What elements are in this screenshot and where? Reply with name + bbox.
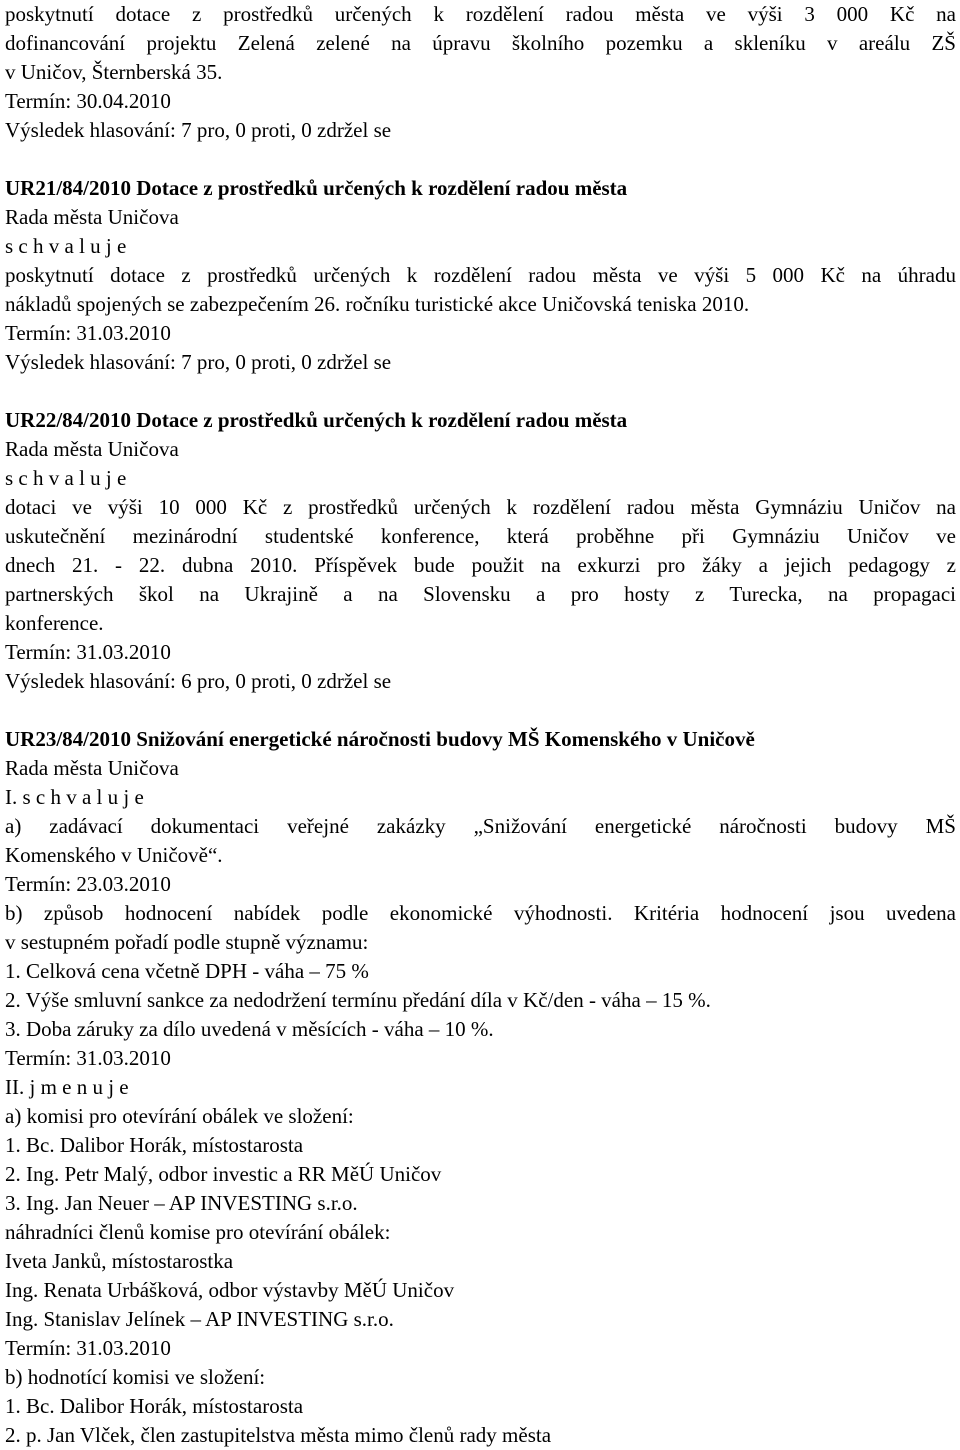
evaluator-member: 2. p. Jan Vlček, člen zastupitelstva města mimo členů rady města [5,1423,552,1447]
text-line: b) způsob hodnocení nabídek podle ekonomické výhodnosti. Kritéria hodnocení jsou uvedena [5,901,956,925]
text-line: dotaci ve výši 10 000 Kč z prostředků určených k rozdělení radou města Gymnáziu Uničov na [5,495,956,519]
text-line: dnech 21. - 22. dubna 2010. Příspěvek bude použit na exkurzi pro žáky a jejich pedagogy z [5,553,956,577]
text-line: nákladů spojených se zabezpečením 26. ročníku turistické akce Uničovská teniska 2010. [5,292,750,316]
term-line: Termín: 31.03.2010 [5,321,171,345]
text-line: v sestupném pořadí podle stupně významu: [5,930,369,954]
resolution-ur22 [5,406,956,696]
substitute-member: Ing. Renata Urbášková, odbor výstavby MěÚ Uničov [5,1278,455,1302]
vote-result: Výsledek hlasování: 7 pro, 0 proti, 0 zdržel se [5,118,392,142]
text-line: poskytnutí dotace z prostředků určených k rozdělení radou města ve výši 3 000 Kč na [5,2,956,26]
substitute-member: Iveta Janků, místostarostka [5,1249,234,1273]
spacer [5,145,956,174]
vote-result: Výsledek hlasování: 7 pro, 0 proti, 0 zdržel se [5,350,392,374]
text-line: uskutečnění mezinárodní studentské konference, která proběhne při Gymnáziu Uničov ve [5,524,956,548]
intro-section [5,0,956,145]
text-line: poskytnutí dotace z prostředků určených k rozdělení radou města ve výši 5 000 Kč na úhradu [5,263,956,287]
criteria-item: 2. Výše smluvní sankce za nedodržení termínu předání díla v Kč/den - váha – 15 %. [5,988,711,1012]
term-line: Termín: 30.04.2010 [5,89,171,113]
criteria-item: 3. Doba záruky za dílo uvedená v měsících - váha – 10 %. [5,1017,494,1041]
text-line: dofinancování projektu Zelená zelené na úpravu školního pozemku a skleníku v areálu ZŠ [5,31,956,55]
evaluator-member: 1. Bc. Dalibor Horák, místostarosta [5,1394,304,1418]
text-line: v Uničov, Šternberská 35. [5,60,223,84]
council-name: Rada města Uničova [5,205,179,229]
approves-label: I. s c h v a l u j e [5,785,144,809]
committee-heading: b) hodnotící komisi ve složení: [5,1365,266,1389]
term-line: Termín: 31.03.2010 [5,1046,171,1070]
vote-result: Výsledek hlasování: 6 pro, 0 proti, 0 zdržel se [5,669,392,693]
committee-member: 1. Bc. Dalibor Horák, místostarosta [5,1133,304,1157]
term-line: Termín: 31.03.2010 [5,640,171,664]
resolution-ur21 [5,174,956,377]
council-name: Rada města Uničova [5,756,179,780]
approves-label: s c h v a l u j e [5,234,127,258]
resolution-ur23 [5,725,956,1450]
text-line: konference. [5,611,104,635]
spacer [5,377,956,406]
committee-member: 2. Ing. Petr Malý, odbor investic a RR MěÚ Uničov [5,1162,442,1186]
spacer [5,696,956,725]
substitutes-heading: náhradníci členů komise pro otevírání obálek: [5,1220,391,1244]
resolution-title: UR22/84/2010 Dotace z prostředků určených k rozdělení radou města [5,408,628,432]
committee-member: 3. Ing. Jan Neuer – AP INVESTING s.r.o. [5,1191,358,1215]
term-line: Termín: 23.03.2010 [5,872,171,896]
appoints-label: II. j m e n u j e [5,1075,129,1099]
committee-heading: a) komisi pro otevírání obálek ve složení: [5,1104,354,1128]
substitute-member: Ing. Stanislav Jelínek – AP INVESTING s.r.o. [5,1307,394,1331]
document-page [5,0,956,1450]
text-line: partnerských škol na Ukrajině a na Slovensku a pro hosty z Turecka, na propagaci [5,582,956,606]
term-line: Termín: 31.03.2010 [5,1336,171,1360]
text-line: a) zadávací dokumentaci veřejné zakázky „Snižování energetické náročnosti budovy MŠ [5,814,956,838]
criteria-item: 1. Celková cena včetně DPH - váha – 75 % [5,959,369,983]
approves-label: s c h v a l u j e [5,466,127,490]
resolution-title: UR21/84/2010 Dotace z prostředků určených k rozdělení radou města [5,176,628,200]
text-line: Komenského v Uničově“. [5,843,223,867]
resolution-title: UR23/84/2010 Snižování energetické náročnosti budovy MŠ Komenského v Uničově [5,727,755,751]
council-name: Rada města Uničova [5,437,179,461]
